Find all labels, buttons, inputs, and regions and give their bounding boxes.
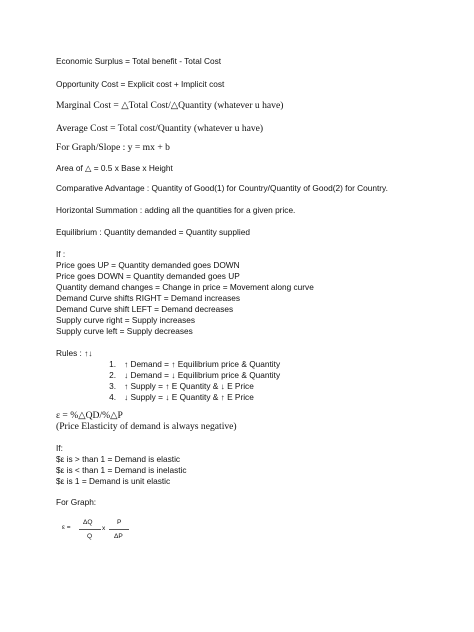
rules-heading: Rules : ↑↓	[56, 348, 93, 358]
elasticity-note: (Price Elasticity of demand is always negative)	[56, 421, 237, 432]
slope-formula: For Graph/Slope : y = mx + b	[56, 142, 170, 153]
if-line: Demand Curve shift LEFT = Demand decreases	[56, 304, 234, 314]
elasticity-if-heading: If:	[56, 443, 63, 453]
graph-heading: For Graph:	[56, 497, 97, 507]
elasticity-if-line: $ε is > than 1 = Demand is elastic	[56, 454, 181, 464]
fraction-numerator: P	[117, 519, 122, 526]
rule-text: ↑ Demand = ↑ Equilibrium price & Quantity	[124, 359, 281, 369]
economic-surplus-formula: Economic Surplus = Total benefit - Total Cost	[56, 56, 222, 66]
elasticity-if-line: $ε is < than 1 = Demand is inelastic	[56, 465, 187, 475]
fraction-bar	[79, 529, 101, 530]
triangle-area-formula: Area of △ = 0.5 x Base x Height	[56, 163, 173, 173]
elasticity-formula: ε = %△QD/%△P	[56, 410, 123, 421]
average-cost-formula: Average Cost = Total cost/Quantity (whatever u have)	[56, 123, 264, 134]
horizontal-summation-formula: Horizontal Summation : adding all the quantities for a given price.	[56, 205, 296, 215]
if-line: Quantity demand changes = Change in price = Movement along curve	[56, 282, 314, 292]
fraction-numerator: ΔQ	[83, 519, 93, 526]
marginal-cost-formula: Marginal Cost = △Total Cost/△Quantity (whatever u have)	[56, 100, 284, 111]
rule-text: ↓ Supply = ↓ E Quantity & ↑ E Price	[124, 392, 254, 402]
opportunity-cost-formula: Opportunity Cost = Explicit cost + Implicit cost	[56, 79, 225, 89]
rule-text: ↓ Demand = ↓ Equilibrium price & Quantity	[124, 370, 281, 380]
if-heading: If :	[56, 249, 66, 259]
rule-number: 1.	[109, 359, 116, 369]
if-line: Supply curve right = Supply increases	[56, 315, 196, 325]
fraction-bar	[109, 529, 129, 530]
rule-number: 3.	[109, 381, 116, 391]
if-line: Demand Curve shifts RIGHT = Demand increases	[56, 293, 241, 303]
if-line: Price goes UP = Quantity demanded goes DOWN	[56, 260, 240, 270]
multiply-sign: x	[102, 525, 106, 532]
elasticity-if-line: $ε is 1 = Demand is unit elastic	[56, 476, 171, 486]
formula-lhs: ε =	[62, 524, 71, 531]
fraction-denominator: ΔP	[114, 533, 123, 540]
if-line: Price goes DOWN = Quantity demanded goes UP	[56, 271, 240, 281]
rule-number: 4.	[109, 392, 116, 402]
rule-text: ↑ Supply = ↑ E Quantity & ↓ E Price	[124, 381, 254, 391]
fraction-denominator: Q	[87, 533, 93, 540]
comparative-advantage-formula: Comparative Advantage : Quantity of Good(1) for Country/Quantity of Good(2) for Country.	[56, 183, 388, 193]
equilibrium-formula: Equilibrium : Quantity demanded = Quantity supplied	[56, 227, 250, 237]
rule-number: 2.	[109, 370, 116, 380]
if-line: Supply curve left = Supply decreases	[56, 326, 193, 336]
